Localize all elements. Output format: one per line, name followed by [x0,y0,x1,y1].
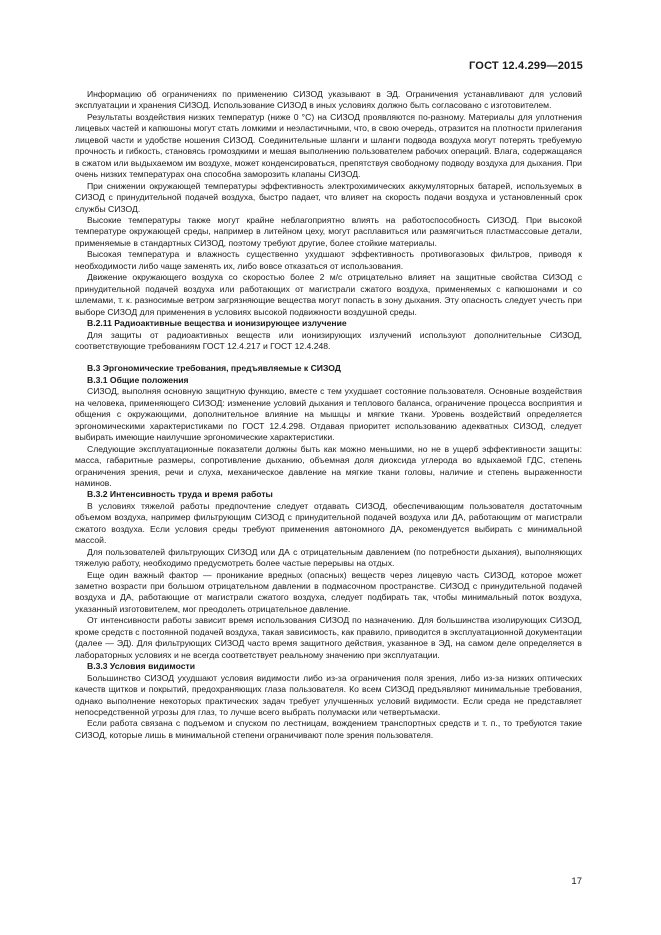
page-number: 17 [571,876,582,887]
body-paragraph: Для пользователей фильтрующих СИЗОД или ДА с отрицательным давлением (по потребности дыхания), выполняющих тяжелую работу, необходимо предусмотреть более частые перерывы на отдых. [75,546,582,569]
section-heading: В.3.1 Общие положения [87,374,189,385]
body-paragraph: Результаты воздействия низких температур (ниже 0 °С) на СИЗОД проявляются по-разному. Материалы для уплотнения лицевых частей и капюшоны могут стать ломкими и неэластичными, что, в свою очередь, отразится на плотности прилегания лицевой части и удобстве ношения СИЗОД. Соединительные шланги и шланги подвода воздуха могут потерять требуемую прочность и гибкость, становясь громоздкими и мешая выполнению пользователем рабочих операций. Влага, содержащаяся в сжатом или выдыхаемом им воздухе, может конденсироваться, препятствуя свободному подводу воздуха для дыхания. При очень низких температурах она способна заморозить клапаны СИЗОД. [75,111,582,180]
body-paragraph: СИЗОД, выполняя основную защитную функцию, вместе с тем ухудшает состояние пользователя. Основные воздействия на человека, применяющего СИЗОД: изменение условий дыхания и теплового баланса, ограничение процесса восприятия и общения с окружающими, дополнительное влияние на мышцы и мягкие ткани. Уровень воздействий определяется эргономическими характеристиками по ГОСТ 12.4.298. Отдавая приоритет использованию адекватных СИЗОД, следует выбирать имеющие наилучшие эргономические характеристики. [75,386,582,443]
body-paragraph: Высокая температура и влажность существенно ухудшают эффективность противогазовых фильтров, приводя к необходимости либо чаще заменять их, либо вовсе отказаться от использования. [75,249,582,271]
body-paragraph: Информацию об ограничениях по применению СИЗОД указывают в ЭД. Ограничения устанавливают для условий эксплуатации и хранения СИЗОД. Использование СИЗОД в иных условиях должно быть согласовано с изготовителем. [75,89,582,111]
body-paragraph: При снижении окружающей температуры эффективность электрохимических аккумуляторных батарей, используемых в СИЗОД с принудительной подачей воздуха, быстро падает, что влияет на скорость подачи воздуха и установленный срок службы СИЗОД. [75,180,582,214]
body-paragraph: Высокие температуры также могут крайне неблагоприятно влиять на работоспособность СИЗОД. При высокой температуре окружающей среды, например в литейном цеху, могут расплавиться или размягчиться пластмассовые детали, применяемые в стандартных СИЗОД, поэтому требуют другие, более стойкие материалы. [75,214,582,248]
section-heading: В.3.2 Интенсивность труда и время работы [87,489,273,500]
page-body [75,89,582,741]
document-number-header: ГОСТ 12.4.299—2015 [469,60,583,72]
body-paragraph: Следующие эксплуатационные показатели должны быть как можно меньшими, но не в ущерб эффективности защиты: масса, габаритные размеры, сопротивление дыханию, объемная доля диоксида углерода во вдыхаемой ГДС, степень ограничения зрения, речи и слуха, механическое давление на мягкие ткани головы, наличие и степень выраженности наминов. [75,443,582,488]
body-paragraph: Еще один важный фактор — проникание вредных (опасных) веществ через лицевую часть СИЗОД, которое может заметно возрасти при большом отрицательном давлении в подмасочном пространстве. СИЗОД с принудительной подачей воздуха и ДА, работающие от магистрали сжатого воздуха, следует подбирать так, чтобы минимальный поток воздуха, указанный изготовителем, мог преодолеть отрицательное давление. [75,569,582,614]
section-heading: В.3 Эргономические требования, предъявляемые к СИЗОД [87,363,341,374]
body-paragraph: Большинство СИЗОД ухудшают условия видимости либо из-за ограничения поля зрения, либо из-за низких оптических качеств щитков и покрытий, предохраняющих глаза пользователя. Ко всем СИЗОД предъявляют минимальные требования, однако выполнение некоторых практических задач требует улучшенных условий видимости. Если среда не представляет непосредственной угрозы для глаз, то лучше всего выбрать полумаски или четвертьмаски. [75,672,582,718]
body-paragraph: В условиях тяжелой работы предпочтение следует отдавать СИЗОД, обеспечивающим пользователя достаточным объемом воздуха, например фильтрующим СИЗОД с принудительной подачей воздуха или ДА, работающим от магистрали сжатого воздуха. Если условия среды требуют применения автономного ДА, рекомендуется выбирать с минимальной массой. [75,500,582,546]
body-paragraph: Если работа связана с подъемом и спуском по лестницам, вождением транспортных средств и т. п., то требуются такие СИЗОД, которые лишь в минимальной степени ограничивают поле зрения пользователя. [75,718,582,740]
body-paragraph: Для защиты от радиоактивных веществ или ионизирующих излучений используют дополнительные СИЗОД, соответствующие требованиям ГОСТ 12.4.217 и ГОСТ 12.4.248. [75,329,582,351]
section-heading: В.2.11 Радиоактивные вещества и ионизирующее излучение [87,318,347,329]
body-paragraph: Движение окружающего воздуха со скоростью более 2 м/с отрицательно влияет на защитные свойства СИЗОД с принудительной подачей воздуха или работающих от магистрали сжатого воздуха, применяемых с капюшонами и со шлемами, т. к. разносимые ветром загрязняющие вещества могут попасть в зону дыхания. Эту опасность следует учесть при выборе СИЗОД для применения в условиях высокой подвижности воздушной среды. [75,272,582,317]
body-paragraph: От интенсивности работы зависит время использования СИЗОД по назначению. Для большинства изолирующих СИЗОД, кроме средств с постоянной подачей воздуха, такая зависимость, как правило, приводится в эксплуатационной документации (далее — ЭД). Для фильтрующих СИЗОД часто время защитного действия, указанное в ЭД, на самом деле определяется в лабораторных условиях и не всегда соответствует реальному значению при эксплуатации. [75,615,582,660]
section-heading: В.3.3 Условия видимости [87,661,196,672]
